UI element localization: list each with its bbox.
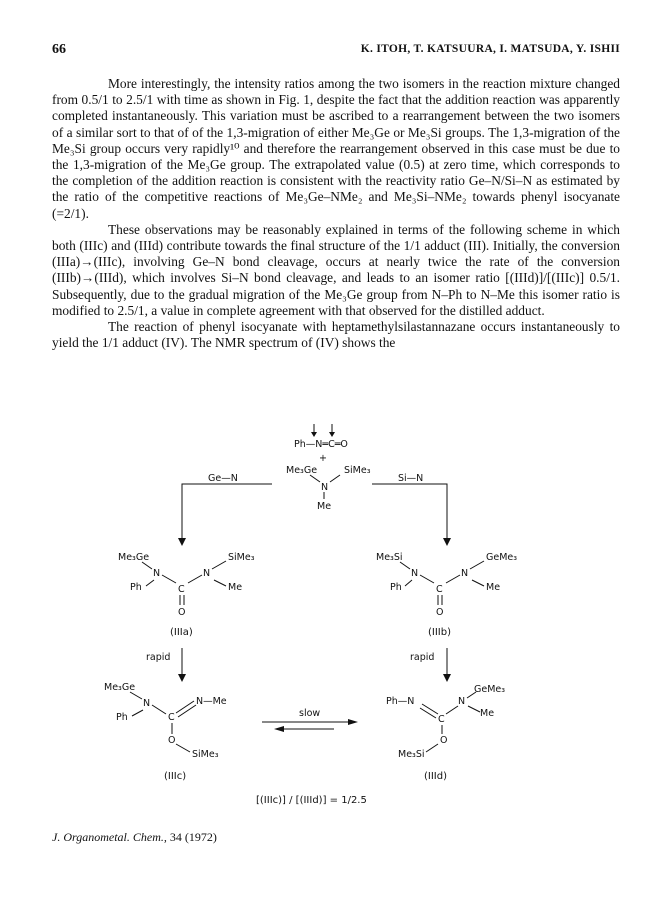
IIIa-label: (IIIa): [170, 627, 193, 638]
IIIa-sime3: SiMe₃: [228, 552, 255, 563]
IIId-bond-2: [467, 692, 476, 698]
IIId-ph-n: Ph—N: [386, 696, 415, 707]
IIId-bond-1: [446, 706, 458, 714]
IIIb-bond-5: [405, 580, 412, 586]
paragraph-2: These observations may be reasonably explained in terms of the following scheme in which both (IIIc) and (IIId) contribute towards the final structure of the 1/1 adduct (III). Initially, the conversion (IIIa)→(IIIc), involving Ge–N bond cleavage, occurs at nearly twice the rate of the conversion (IIIb)→(IIId), which involves Si–N bond cleavage, and leads to an isomer ratio [(IIId)]/[(IIIc)] 0.5/1. Subsequently, due to the gradual migration of the Me₃Ge group from N–Ph to N–Me this isomer ratio is modified to 2.5/1, a value in complete agreement with that observed for the distilled adduct.: [52, 221, 620, 318]
IIIc-bond-3: [152, 705, 166, 714]
IIIa-bond-6: [214, 580, 226, 586]
IIIb-bond-6: [472, 580, 484, 586]
paragraph-3: The reaction of phenyl isocyanate with heptamethylsilastannazane occurs instantaneously to yield the 1/1 adduct (IV). The NMR spectrum of (IV) shows the: [52, 319, 620, 351]
IIIa-bond-2: [212, 561, 226, 569]
IIIb-o: O: [436, 607, 444, 618]
paragraph-1: More interestingly, the intensity ratios among the two isomers in the reaction mixture changed from 0.5/1 to 2.5/1 with time as shown in Fig. 1, despite the fact that the addition reaction was apparently completed instantaneously. This variation must be ascribed to a rearrangement between the two isomers of a similar sort to that of of the 1,3-migration of either Me₃Ge or Me₃Si groups. The 1,3-migration of the Me₃Si group occurs very rapidly¹⁰ and therefore the rearrangement observed in this case must be due to the 1,3-migration of the Me₃Ge group. The extrapolated value (0.5) at zero time, which corresponds to the completion of the addition reaction is consistent with the reactivity ratio Ge–N/Si–N as estimated by the ratio of the competitive reactions of Me₃Ge–NMe₂ and Me₃Si–NMe₂ towards phenyl isocyanate (=2/1).: [52, 76, 620, 221]
IIIc-bond-5: [176, 744, 190, 752]
IIIa-bond-4: [188, 575, 202, 583]
IIIc-dbl-1: [176, 701, 194, 713]
IIIb-bond-4: [446, 575, 460, 583]
rapid-right-label: rapid: [410, 652, 435, 663]
IIIc-n1: N: [143, 698, 151, 709]
journal-name: J. Organometal. Chem.,: [52, 830, 167, 844]
IIId-bond-5: [426, 744, 438, 752]
IIIc-n2: N—Me: [196, 696, 227, 707]
IIIb-me: Me: [486, 582, 501, 593]
IIIa-n1: N: [153, 568, 161, 579]
right-branch-line: [372, 484, 447, 540]
right-branch-label: Si—N: [398, 473, 424, 484]
left-branch-arrowhead: [178, 538, 186, 546]
IIId-dbl-1: [422, 704, 438, 714]
page-header: [52, 42, 620, 62]
IIIc-dbl-2: [178, 705, 196, 717]
reagent-isocyanate: Ph—N═C═O: [294, 439, 348, 450]
reagent-methyl: Me: [317, 501, 332, 512]
IIIb-geme3: GeMe₃: [486, 552, 518, 563]
isomer-ratio: [(IIIc)] / [(IIId)] = 1/2.5: [256, 795, 367, 806]
IIIb-bond-3: [420, 575, 434, 583]
IIIb-n2: N: [461, 568, 469, 579]
IIIc-bond-1: [130, 692, 142, 699]
IIIc-sime3: SiMe₃: [192, 749, 219, 760]
IIId-geme3: GeMe₃: [474, 684, 506, 695]
rapid-right-arrowhead: [443, 674, 451, 682]
page-number: 66: [52, 42, 66, 57]
IIIc-me3ge: Me₃Ge: [104, 682, 136, 693]
IIIa-bond-1: [142, 562, 152, 569]
IIIa-o: O: [178, 607, 186, 618]
journal-footer: [52, 830, 217, 845]
IIIc-ph: Ph: [116, 712, 128, 723]
IIIb-ph: Ph: [390, 582, 402, 593]
IIId-me3si: Me₃Si: [398, 749, 425, 760]
reagent-bond-l: [310, 475, 320, 482]
IIIb-me3si: Me₃Si: [376, 552, 403, 563]
IIId-dbl-2: [420, 708, 436, 718]
IIId-label: (IIId): [424, 771, 447, 782]
right-branch-arrowhead: [443, 538, 451, 546]
IIIa-me: Me: [228, 582, 243, 593]
rapid-left-label: rapid: [146, 652, 171, 663]
IIIc-o: O: [168, 735, 176, 746]
IIId-me: Me: [480, 708, 495, 719]
reagent-ge-group: Me₃Ge: [286, 465, 318, 476]
reagent-si-group: SiMe₃: [344, 465, 371, 476]
IIId-o: O: [440, 735, 448, 746]
slow-forward-arrowhead: [348, 719, 358, 725]
body-text: [52, 76, 620, 351]
IIIc-bond-2: [132, 710, 143, 716]
reagent-nitrogen: N: [321, 482, 329, 493]
left-branch-label: Ge—N: [208, 473, 238, 484]
IIIa-me3ge: Me₃Ge: [118, 552, 150, 563]
IIIb-c: C: [436, 584, 443, 595]
IIIb-bond-1: [400, 562, 410, 569]
IIId-n2: N: [458, 696, 466, 707]
IIIa-bond-3: [162, 575, 176, 583]
journal-volume: 34 (1972): [169, 830, 217, 844]
reagent-bond-r: [330, 475, 340, 482]
IIIa-c: C: [178, 584, 185, 595]
IIIb-bond-2: [470, 561, 484, 569]
IIIb-n1: N: [411, 568, 419, 579]
left-branch-line: [182, 484, 272, 540]
rapid-left-arrowhead: [178, 674, 186, 682]
IIIc-label: (IIIc): [164, 771, 187, 782]
IIIa-n2: N: [203, 568, 211, 579]
IIIb-label: (IIIb): [428, 627, 451, 638]
slow-label: slow: [299, 708, 321, 719]
IIIa-ph: Ph: [130, 582, 142, 593]
slow-back-arrowhead: [274, 726, 284, 732]
running-head: K. ITOH, T. KATSUURA, I. MATSUDA, Y. ISHII: [360, 43, 620, 55]
arrow-head-2: [329, 432, 335, 437]
arrow-head-1: [311, 432, 317, 437]
IIIa-bond-5: [146, 580, 154, 586]
reagent-plus: +: [319, 453, 327, 464]
IIIc-c: C: [168, 712, 175, 723]
IIId-c: C: [438, 714, 445, 725]
IIId-bond-3: [468, 706, 480, 712]
